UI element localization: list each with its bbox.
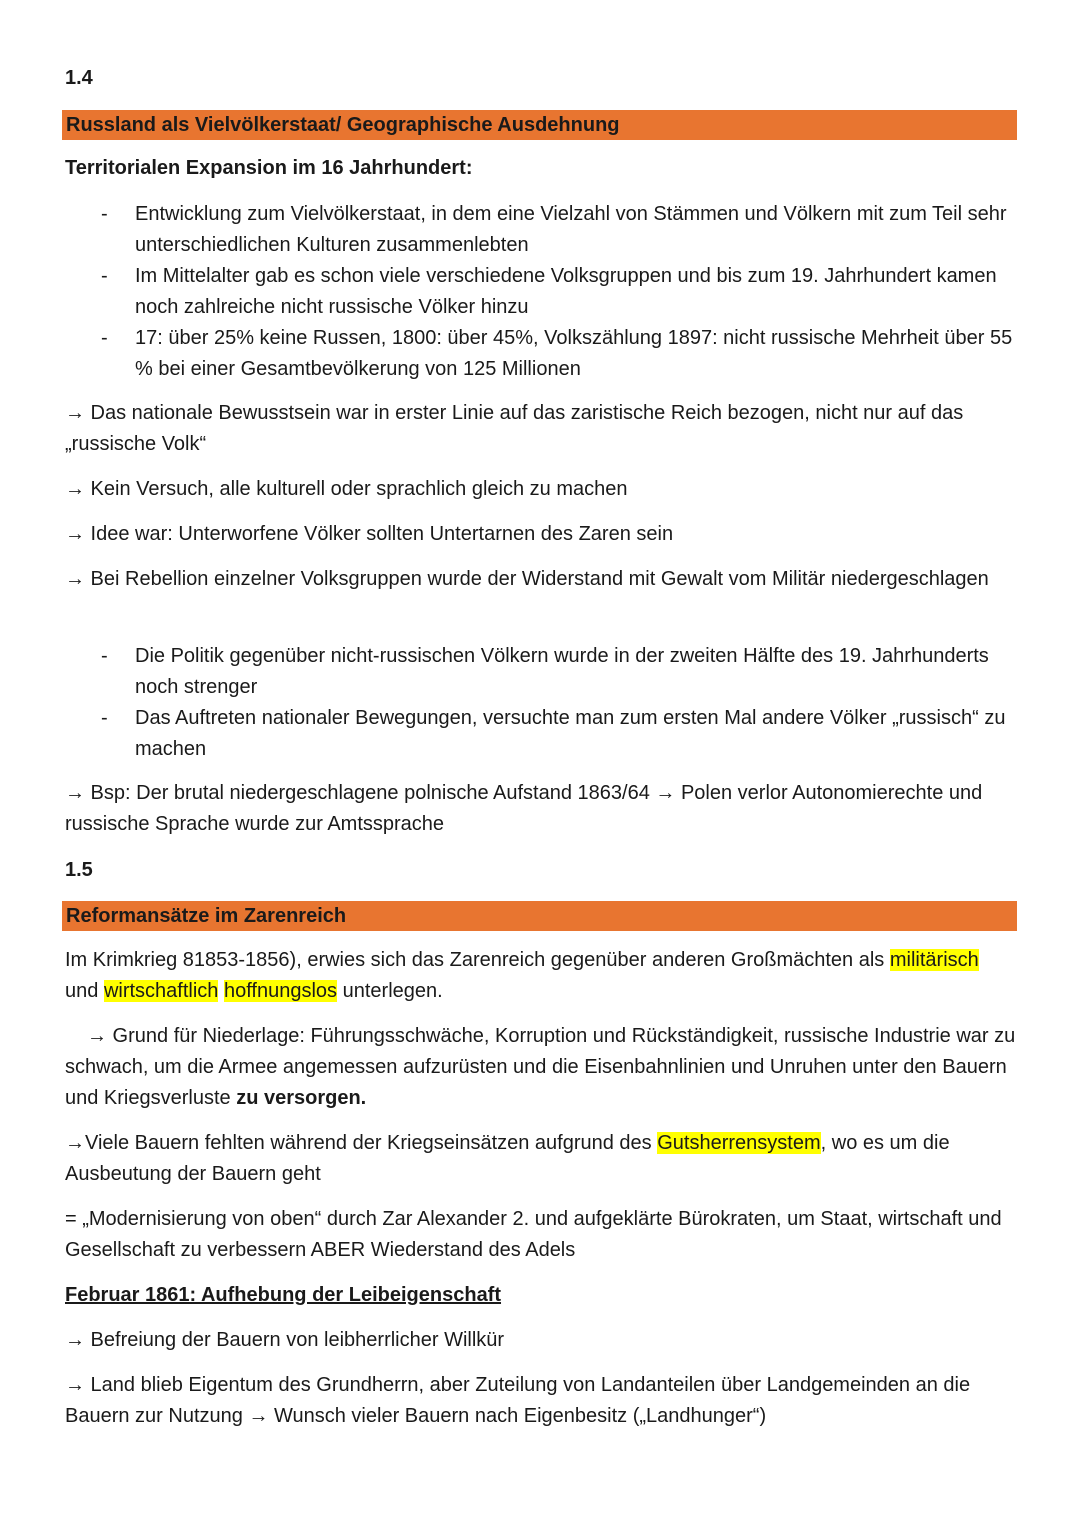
list-item <box>65 261 1017 323</box>
list-item-text: Die Politik gegenüber nicht-russischen Völkern wurde in der zweiten Hälfte des 19. Jahrhunderts noch strenger <box>135 645 989 698</box>
bold-text: zu versorgen. <box>236 1087 367 1109</box>
dash-marker: - <box>101 707 108 729</box>
dash-marker: - <box>101 645 108 667</box>
list-item-text: Im Mittelalter gab es schon viele verschiedene Volksgruppen und bis zum 19. Jahrhundert kamen noch zahlreiche nicht russische Völker hinzu <box>135 265 997 318</box>
section-number-1-5: 1.5 <box>65 859 93 881</box>
text-run: unterlegen. <box>337 980 443 1002</box>
list-item-text: Entwicklung zum Vielvölkerstaat, in dem eine Vielzahl von Stämmen und Völkern mit zum Teil sehr unterschiedlichen Kulturen zusammenlebten <box>135 203 1007 256</box>
section-number-1-4: 1.4 <box>65 67 93 89</box>
dash-marker: - <box>101 265 108 287</box>
paragraph-modernization: = „Modernisierung von oben“ durch Zar Alexander 2. und aufgeklärte Bürokraten, um Staat, wirtschaft und Gesellschaft zu verbessern ABER Wiederstand des Adels <box>65 1208 1002 1261</box>
list-item <box>65 323 1017 385</box>
text-run: →Viele Bauern fehlten während der Kriegseinsätzen aufgrund des <box>65 1132 658 1154</box>
list-item-text: Das Auftreten nationaler Bewegungen, versuchte man zum ersten Mal andere Völker „russisch“ zu machen <box>135 707 1006 760</box>
paragraph-subjects-of-tsar: → Idee war: Unterworfene Völker sollten Untertarnen des Zaren sein <box>65 523 674 545</box>
subheading-territorial-expansion: Territorialen Expansion im 16 Jahrhundert: <box>65 157 473 179</box>
paragraph-no-assimilation: → Kein Versuch, alle kulturell oder sprachlich gleich zu machen <box>65 478 628 500</box>
list-item-text: 17: über 25% keine Russen, 1800: über 45%, Volkszählung 1897: nicht russische Mehrheit über 55 % bei einer Gesamtbevölkerung von 125 Millionen <box>135 327 1013 380</box>
section-heading-reformansaetze: Reformansätze im Zarenreich <box>62 901 1017 931</box>
paragraph-crimean-war <box>65 945 1017 1007</box>
highlight-wirtschaftlich: wirtschaftlich <box>103 980 219 1002</box>
text-run: Im Krimkrieg 81853-1856), erwies sich das Zarenreich gegenüber anderen Großmächten als <box>65 949 890 971</box>
paragraph-liberation: → Befreiung der Bauern von leibherrlicher Willkür <box>65 1329 505 1351</box>
dash-marker: - <box>101 327 108 349</box>
text-run: → Grund für Niederlage: Führungsschwäche, Korruption und Rückständigkeit, russische Industrie war zu schwach, um die Armee angemessen aufzurüsten und die Eisenbahnlinien und Unruhen unter den Bauern und Kriegsverluste <box>65 1025 1016 1109</box>
highlight-gutsherrensystem: Gutsherrensystem <box>657 1132 821 1154</box>
text-run: und <box>65 980 104 1002</box>
paragraph-polish-uprising: → Bsp: Der brutal niedergeschlagene polnische Aufstand 1863/64 → Polen verlor Autonomierechte und russische Sprache wurde zur Amtssprache <box>65 782 983 835</box>
paragraph-gutsherrensystem <box>65 1128 1017 1190</box>
paragraph-national-consciousness: → Das nationale Bewusstsein war in erster Linie auf das zaristische Reich bezogen, nicht nur auf das „russische Volk“ <box>65 402 964 455</box>
list-item <box>65 199 1017 261</box>
bullet-list-expansion <box>65 199 1017 385</box>
paragraph-rebellion: → Bei Rebellion einzelner Volksgruppen wurde der Widerstand mit Gewalt vom Militär niedergeschlagen <box>65 568 989 590</box>
list-item <box>65 703 1017 765</box>
dash-marker: - <box>101 203 108 225</box>
bullet-list-policy <box>65 641 1017 765</box>
highlight-militaerisch: militärisch <box>889 949 979 971</box>
highlight-hoffnungslos: hoffnungslos <box>223 980 338 1002</box>
section-heading-vielvoelkerstaat: Russland als Vielvölkerstaat/ Geographische Ausdehnung <box>62 110 1017 140</box>
list-item <box>65 641 1017 703</box>
subheading-serfdom-abolition: Februar 1861: Aufhebung der Leibeigenschaft <box>65 1284 502 1306</box>
paragraph-land-ownership: → Land blieb Eigentum des Grundherrn, aber Zuteilung von Landanteilen über Landgemeinden an die Bauern zur Nutzung → Wunsch vieler Bauern nach Eigenbesitz („Landhunger“) <box>65 1374 971 1427</box>
text-run: , wo es um die Ausbeutung der Bauern geht <box>65 1132 950 1185</box>
paragraph-reasons-defeat <box>65 1021 1017 1114</box>
